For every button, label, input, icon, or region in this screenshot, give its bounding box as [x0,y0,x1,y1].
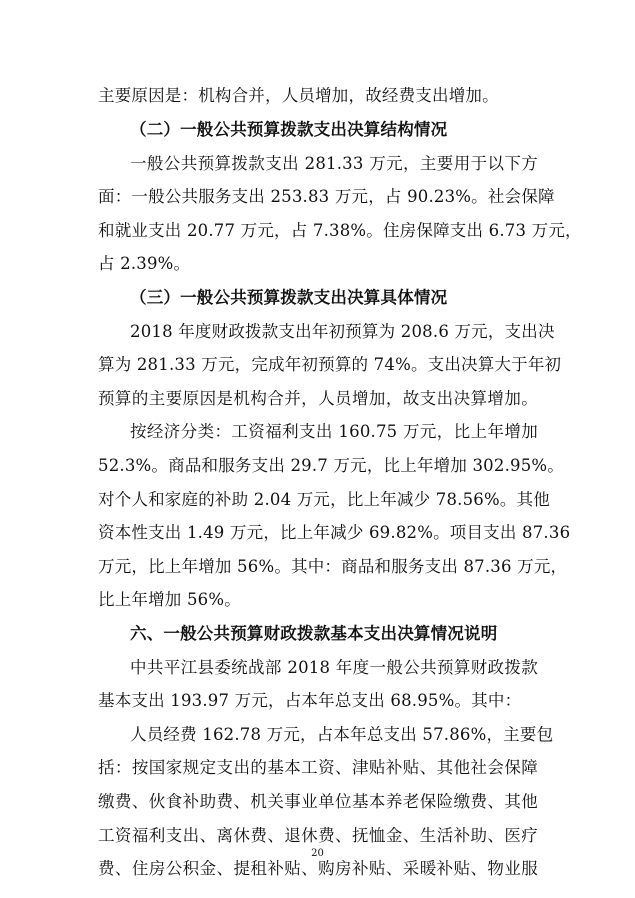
paragraph-line: 和就业支出 20.77 万元，占 7.38%。住房保障支出 6.73 万元， [98,221,582,240]
paragraph-line: 预算的主要原因是机构合并，人员增加，故支出决算增加。 [98,389,538,408]
paragraph-line: 52.3%。商品和服务支出 29.7 万元，比上年增加 302.95%。 [98,456,565,475]
section-heading: 六、一般公共预算财政拨款基本支出决算情况说明 [130,624,498,643]
section-heading: （三）一般公共预算拨款支出决算具体情况 [130,288,448,307]
paragraph-line: 资本性支出 1.49 万元，比上年减少 69.82%。项目支出 87.36 [98,523,571,542]
paragraph-line: 按经济分类：工资福利支出 160.75 万元，比上年增加 [130,422,538,441]
paragraph-line: 基本支出 193.97 万元，占本年总支出 68.95%。其中： [98,691,522,710]
paragraph-line: 缴费、伙食补助费、机关事业单位基本养老保险缴费、其他 [98,792,538,811]
page-number: 20 [311,848,324,859]
paragraph-line: 比上年增加 56%。 [98,590,241,609]
paragraph-line: 算为 281.33 万元，完成年初预算的 74%。支出决算大于年初 [98,355,562,374]
section-heading: （二）一般公共预算拨款支出决算结构情况 [130,120,448,139]
paragraph-line: 占 2.39%。 [98,254,191,273]
paragraph-line: 对个人和家庭的补助 2.04 万元，比上年减少 78.56%。其他 [98,490,550,509]
paragraph-line: 中共平江县委统战部 2018 年度一般公共预算财政拨款 [130,658,538,677]
paragraph-line: 万元，比上年增加 56%。其中：商品和服务支出 87.36 万元， [98,557,568,576]
paragraph-line: 主要原因是：机构合并，人员增加，故经费支出增加。 [98,86,499,105]
paragraph-line: 面：一般公共服务支出 253.83 万元，占 90.23%。社会保障 [98,187,555,206]
paragraph-line: 括：按国家规定支出的基本工资、津贴补贴、其他社会保障 [98,758,538,777]
paragraph-line: 人员经费 162.78 万元，占本年总支出 57.86%，主要包 [130,725,554,744]
paragraph-line: 一般公共预算拨款支出 281.33 万元，主要用于以下方 [130,154,538,173]
paragraph-line: 费、住房公积金、提租补贴、购房补贴、采暖补贴、物业服 [98,859,538,878]
paragraph-line: 2018 年度财政拨款支出年初预算为 208.6 万元，支出决 [130,322,555,341]
paragraph-line: 工资福利支出、离休费、退休费、抚恤金、生活补助、医疗 [98,826,538,845]
